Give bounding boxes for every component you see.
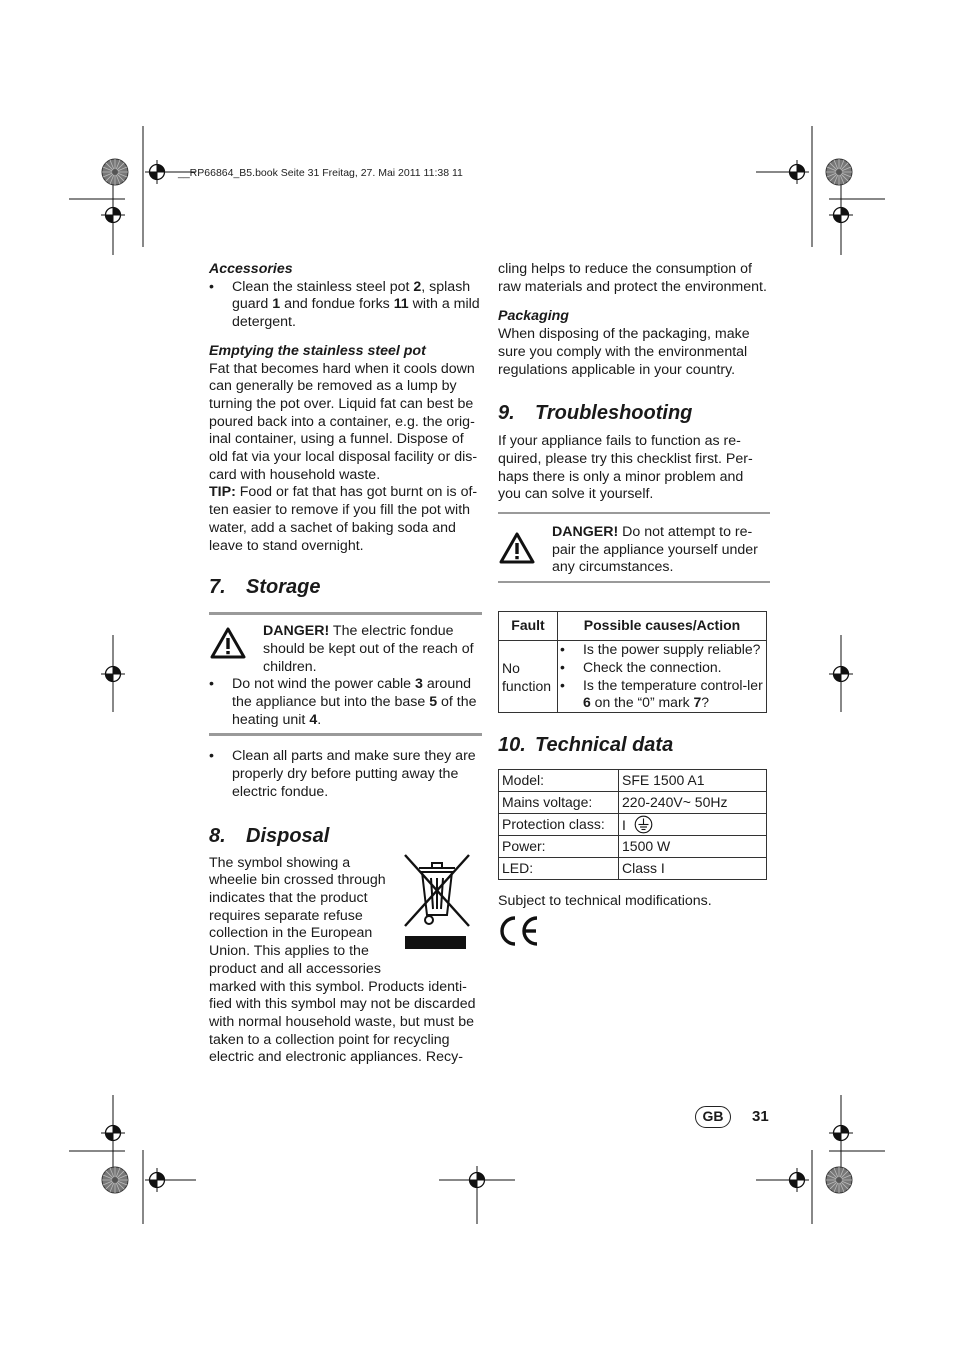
troubleshooting-danger-box bbox=[498, 512, 770, 583]
storage-bullet-clean: • Clean all parts and make sure they are properly dry before putting away the electric fondue. bbox=[209, 748, 482, 801]
causes-cell bbox=[558, 641, 767, 713]
right-column bbox=[498, 261, 770, 947]
disposal-line-1: The symbol showing a bbox=[209, 854, 351, 871]
storage-bullet-cable: • Do not wind the power cable 3 around the appliance but into the base 5 of the heating unit 4. bbox=[209, 676, 478, 729]
disposal-line-4: requires separate refuse bbox=[209, 907, 363, 924]
technical-data-heading: 10. Technical data bbox=[498, 733, 674, 756]
tech-label: Model: bbox=[499, 769, 619, 791]
fault-table bbox=[498, 611, 767, 713]
tech-value: I bbox=[619, 813, 767, 835]
fault-cell: No function bbox=[499, 641, 558, 713]
recycling-continuation: cling helps to reduce the consumption of raw materials and protect the environment. bbox=[498, 261, 767, 295]
tech-value: 220-240V~ 50Hz bbox=[619, 791, 767, 813]
crossed-wheelie-bin-icon bbox=[402, 852, 472, 950]
packaging-body: When disposing of the packaging, make sure you comply with the environmental regulations applicable in your country. bbox=[498, 326, 750, 378]
disposal-heading: 8. Disposal bbox=[209, 824, 330, 847]
tech-label: LED: bbox=[499, 857, 619, 879]
disposal-line-7: product and all accessories bbox=[209, 960, 381, 977]
tech-label: Mains voltage: bbox=[499, 791, 619, 813]
tech-value: Class I bbox=[619, 857, 767, 879]
warning-triangle-icon bbox=[499, 532, 535, 564]
table-row bbox=[499, 835, 767, 857]
page-number: 31 bbox=[752, 1108, 769, 1125]
disposal-line-2: wheelie bin crossed through bbox=[209, 872, 386, 889]
disposal-body-rest: marked with this symbol. Products identi-fied with this symbol may not be discarded with normal household waste, but must be taken to a collection point for recycling electric and electronic appliances. Recy- bbox=[209, 978, 476, 1066]
tech-label: Protection class: bbox=[499, 813, 619, 835]
disposal-line-6: Union. This applies to the bbox=[209, 943, 369, 960]
causes-header: Possible causes/Action bbox=[558, 612, 767, 641]
earth-ground-icon bbox=[634, 815, 653, 834]
emptying-body: Fat that becomes hard when it cools down can generally be removed as a lump by turning the pot over. Liquid fat can best be poured back into a container, e.g. the orig-inal container, using a funnel. Dispose of old fat via your local disposal facility or dis-card with household waste. bbox=[209, 360, 478, 483]
ce-mark-icon bbox=[498, 915, 540, 947]
tech-value: SFE 1500 A1 bbox=[619, 769, 767, 791]
technical-note: Subject to technical modifications. bbox=[498, 892, 712, 909]
cause-item: • Is the temperature control-ler 6 on the “0” mark 7? bbox=[560, 677, 763, 712]
left-column bbox=[209, 261, 482, 1067]
packaging-heading: Packaging bbox=[498, 308, 569, 325]
warning-triangle-icon bbox=[210, 627, 246, 659]
cause-item: • Check the connection. bbox=[560, 659, 763, 677]
troubleshooting-body: If your appliance fails to function as re-quired, please try this checklist first. Per-haps there is only a minor problem and you can solve it yourself. bbox=[498, 433, 753, 503]
troubleshooting-heading: 9. Troubleshooting bbox=[498, 402, 693, 425]
table-row bbox=[499, 769, 767, 791]
disposal-section bbox=[209, 855, 482, 1067]
table-row bbox=[499, 813, 767, 835]
table-row bbox=[499, 857, 767, 879]
table-row bbox=[499, 791, 767, 813]
disposal-line-3: indicates that the product bbox=[209, 889, 368, 906]
fault-header: Fault bbox=[499, 612, 558, 641]
accessories-bullet: • Clean the stainless steel pot 2, splash guard 1 and fondue forks 11 with a mild detergent. bbox=[209, 279, 482, 332]
accessories-heading: Accessories bbox=[209, 261, 293, 277]
country-badge: GB bbox=[695, 1106, 731, 1128]
tech-label: Power: bbox=[499, 835, 619, 857]
technical-data-table bbox=[498, 769, 767, 880]
table-row bbox=[499, 641, 767, 713]
storage-danger-text: DANGER! The electric fondue should be kept out of the reach of children. bbox=[263, 623, 474, 675]
disposal-line-5: collection in the European bbox=[209, 925, 373, 942]
print-header-line: __RP66864_B5.book Seite 31 Freitag, 27. Mai 2011 11:38 11 bbox=[178, 167, 463, 179]
cause-item: • Is the power supply reliable? bbox=[560, 641, 763, 659]
tech-value: 1500 W bbox=[619, 835, 767, 857]
emptying-heading: Emptying the stainless steel pot bbox=[209, 342, 426, 359]
storage-danger-box bbox=[209, 612, 482, 736]
troubleshooting-danger-text: DANGER! Do not attempt to re-pair the appliance yourself under any circumstances. bbox=[552, 524, 758, 576]
storage-heading: 7. Storage bbox=[209, 576, 321, 599]
tip-paragraph: TIP: Food or fat that has got burnt on is of-ten easier to remove if you fill the pot with water, add a sachet of baking soda and leave to stand overnight. bbox=[209, 484, 478, 554]
